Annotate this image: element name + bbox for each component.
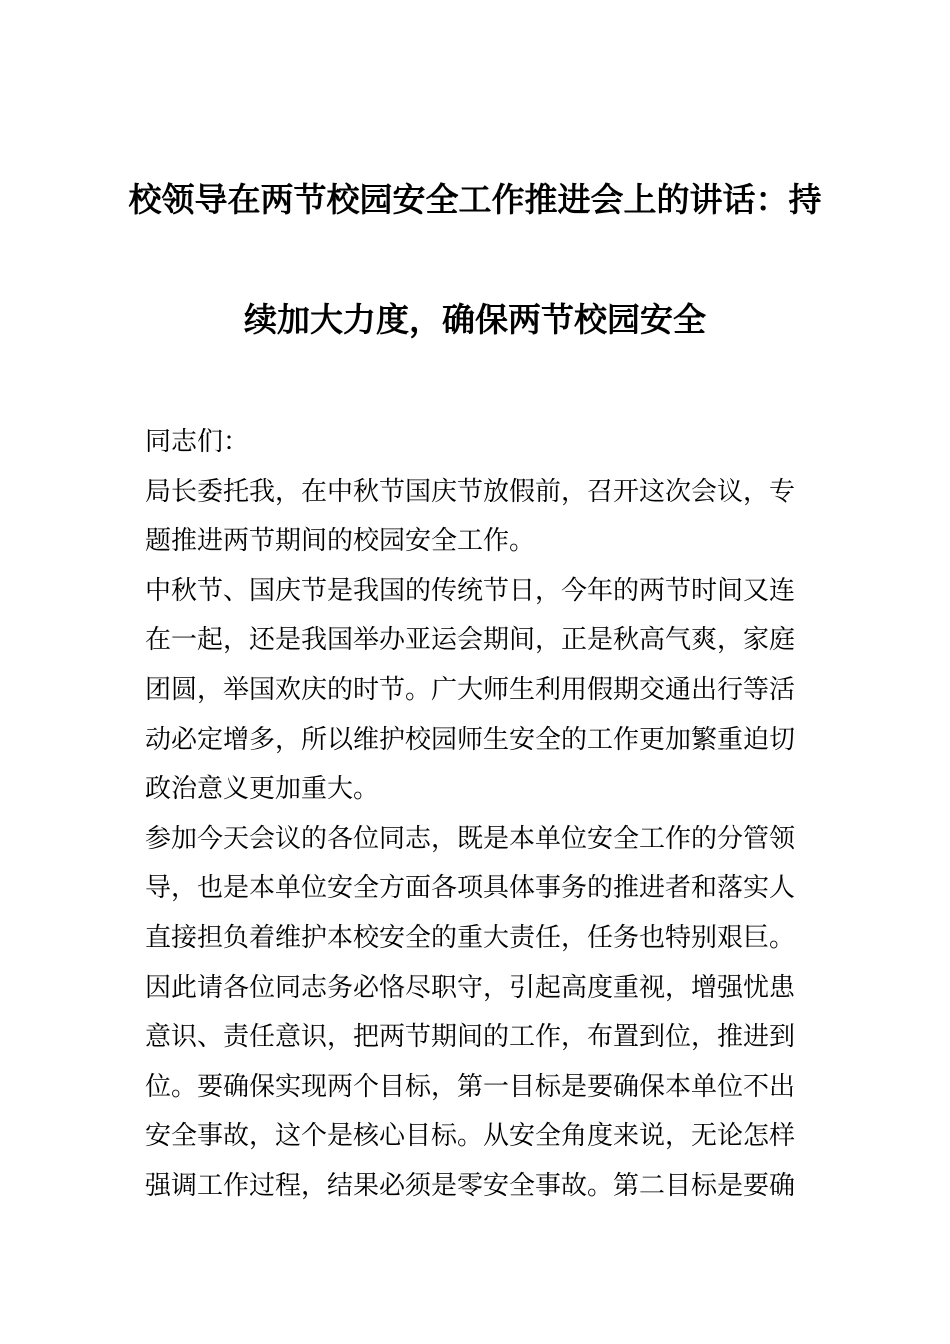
body-paragraph: 中秋节、国庆节是我国的传统节日，今年的两节时间又连在一起，还是我国举办亚运会期间，正是秋高气爽，家庭团圆，举国欢庆的时节。广大师生利用假期交通出行等活动必定增多，所以维护校园师生安全的工作更加繁重迫切政治意义更加重大。 (145, 575, 796, 805)
salutation-paragraph: 同志们： (145, 427, 250, 457)
body-paragraph: 局长委托我，在中秋节国庆节放假前，召开这次会议，专题推进两节期间的校园安全工作。 (145, 476, 796, 557)
document-title: 校领导在两节校园安全工作推进会上的讲话：持续加大力度，确保两节校园安全 (128, 180, 822, 339)
body-paragraph: 参加今天会议的各位同志，既是本单位安全工作的分管领导，也是本单位安全方面各项具体事务的推进者和落实人直接担负着维护本校安全的重大责任，任务也特别艰巨。因此请各位同志务必恪尽职守，引起高度重视，增强忧患意识、责任意识，把两节期间的工作，布置到位，推进到位。要确保实现两个目标，第一目标是要确保本单位不出安全事故，这个是核心目标。从安全角度来说，无论怎样强调工作过程，结果必须是零安全事故。第二目标是要确 (145, 823, 796, 1201)
document-body (145, 418, 810, 1212)
